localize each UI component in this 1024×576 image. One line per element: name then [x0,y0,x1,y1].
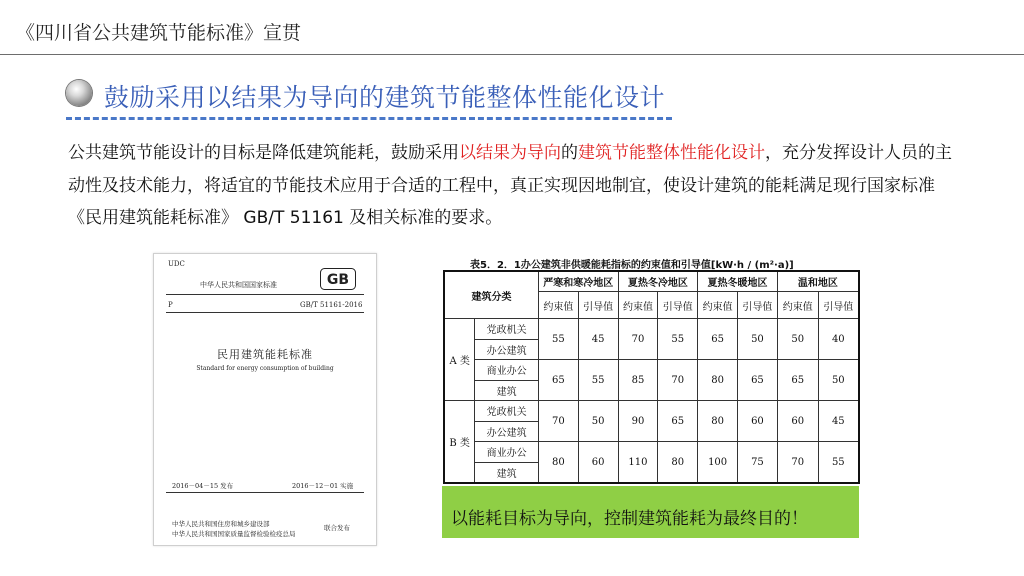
cover-impl-date: 2016－12－01 实施 [292,482,354,490]
table-cell: 65 [698,319,738,360]
table-subheader: 引导值 [738,292,778,319]
table-cell: 70 [618,319,658,360]
cover-publisher-3: 联合发布 [324,524,350,532]
cover-p: P [168,301,173,309]
gb-logo-icon [320,268,356,290]
table-cell: 65 [538,360,578,401]
table-cell: 65 [658,401,698,442]
table-cell: 65 [777,360,818,401]
dashed-divider [66,117,672,120]
cover-title-cn: 民用建筑能耗标准 [217,348,313,361]
bullet-sphere-icon [66,80,92,106]
para-text-2: 的 [561,143,578,163]
body-paragraph [68,137,958,235]
cover-publisher-2: 中华人民共和国国家质量监督检验检疫总局 [172,530,296,538]
energy-table [443,270,860,484]
table-cell: 80 [538,442,578,484]
table-cell: 100 [698,442,738,484]
table-cell: 55 [578,360,618,401]
table-caption: 表5．2．1办公建筑非供暖能耗指标的约束值和引导值[kW·h / (m²·a)] [470,260,794,271]
table-cell: 80 [658,442,698,484]
table-row-name: 建筑 [475,462,539,483]
table-header-region: 夏热冬冷地区 [618,271,698,292]
table-row-name: 商业办公 [475,442,539,463]
table-cell: 70 [538,401,578,442]
table-subheader: 引导值 [578,292,618,319]
cover-issuer: 中华人民共和国国家标准 [200,281,277,289]
table-header-building: 建筑分类 [444,271,538,319]
cover-rule-top [166,294,364,295]
table-subheader: 约束值 [618,292,658,319]
table-group-label: A 类 [444,319,475,401]
table-row-name: 办公建筑 [475,421,539,442]
cover-udc: UDC [168,260,185,268]
table-row-name: 党政机关 [475,401,539,422]
table-cell: 60 [578,442,618,484]
table-row-name: 商业办公 [475,360,539,381]
standard-cover-image [153,253,377,546]
section-title: 鼓励采用以结果为导向的建筑节能整体性能化设计 [104,83,666,112]
svg-text:GB: GB [326,272,350,288]
para-text-3: ，充分发挥设计人员的主动性及技术能力，将适宜的节能技术应用于合适的工程中，真正实现因地制宜，使设计建筑的能耗满足现行国家标准《民用建筑能耗标准》 GB/T 51161 及相关标准的要求。 [68,143,952,228]
table-subheader: 约束值 [538,292,578,319]
cover-title-en: Standard for energy consumption of building [196,365,334,372]
table-group-label: B 类 [444,401,475,484]
table-cell: 50 [777,319,818,360]
table-cell: 50 [738,319,778,360]
table-header-region: 夏热冬暖地区 [698,271,778,292]
header-divider [0,54,1024,55]
para-highlight-2: 建筑节能整体性能化设计 [578,143,765,163]
table-subheader: 约束值 [777,292,818,319]
table-cell: 50 [818,360,859,401]
table-row-name: 办公建筑 [475,339,539,360]
table-cell: 80 [698,360,738,401]
cover-publisher-1: 中华人民共和国住房和城乡建设部 [172,520,270,528]
cover-standard-number: GB/T 51161-2016 [300,301,363,309]
table-cell: 90 [618,401,658,442]
table-cell: 70 [658,360,698,401]
table-cell: 70 [777,442,818,484]
table-subheader: 引导值 [658,292,698,319]
table-cell: 55 [818,442,859,484]
table-cell: 60 [777,401,818,442]
table-header-region: 严寒和寒冷地区 [538,271,618,292]
table-row-name: 党政机关 [475,319,539,340]
callout-text: 以能耗目标为导向，控制建筑能耗为最终目的！ [451,509,808,529]
table-cell: 65 [738,360,778,401]
table-cell: 110 [618,442,658,484]
table-subheader: 约束值 [698,292,738,319]
cover-rule-3 [166,492,364,493]
table-header-region: 温和地区 [777,271,859,292]
table-cell: 75 [738,442,778,484]
table-cell: 55 [538,319,578,360]
header-title: 《四川省公共建筑节能标准》宣贯 [16,22,302,44]
table-cell: 45 [578,319,618,360]
table-subheader: 引导值 [818,292,859,319]
para-text-1: 公共建筑节能设计的目标是降低建筑能耗，鼓励采用 [68,143,459,163]
para-highlight-1: 以结果为导向 [459,143,561,163]
table-cell: 80 [698,401,738,442]
table-cell: 50 [578,401,618,442]
table-cell: 40 [818,319,859,360]
table-cell: 45 [818,401,859,442]
table-row-name: 建筑 [475,380,539,401]
cover-rule-2 [166,312,364,313]
table-cell: 60 [738,401,778,442]
cover-issue-date: 2016－04－15 发布 [172,482,234,490]
table-cell: 55 [658,319,698,360]
table-cell: 85 [618,360,658,401]
